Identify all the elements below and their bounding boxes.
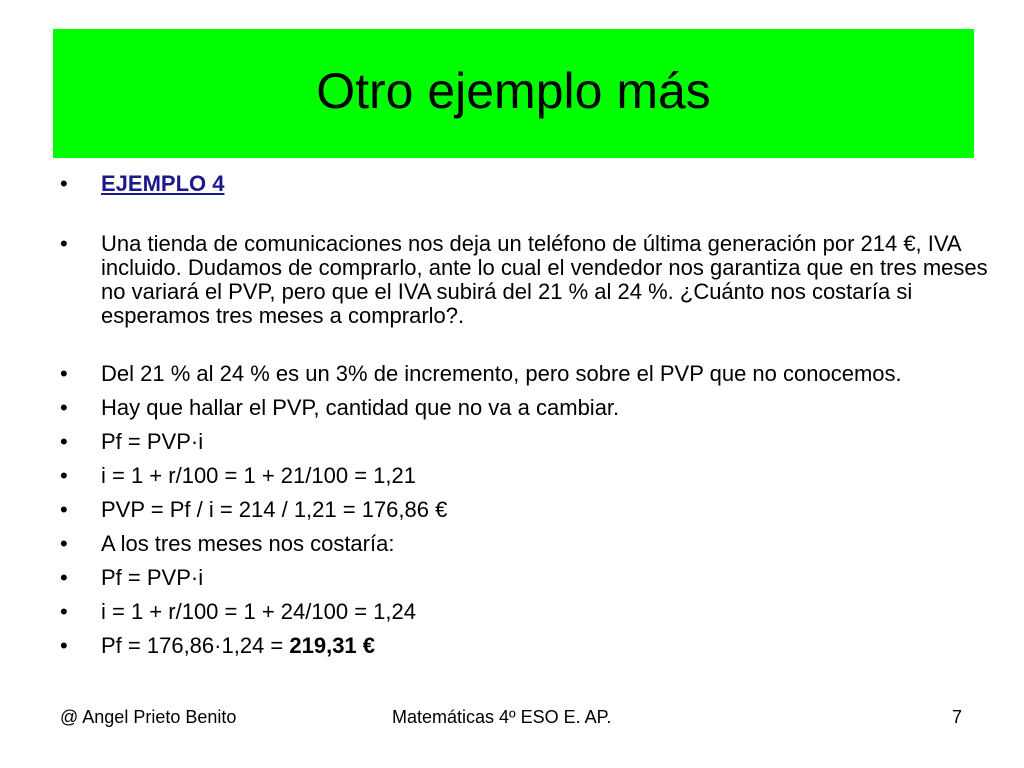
bullet-symbol: • — [60, 531, 68, 556]
list-item-text: A los tres meses nos costaría: — [101, 531, 395, 556]
problem-statement: Una tienda de comunicaciones nos deja un teléfono de última generación por 214 €, IVA incluido. Dudamos de comprarlo, ante lo cual el vendedor nos garantiza que en tres meses no variará el PVP, pero que el IVA subirá del 21 % al 24 %. ¿Cuánto nos costaría si esperamos tres meses a comprarlo?. — [101, 231, 988, 328]
formula-text: i = 1 + r/100 = 1 + 21/100 = 1,21 — [101, 463, 416, 488]
list-item — [60, 172, 990, 196]
formula-text: i = 1 + r/100 = 1 + 24/100 = 1,24 — [101, 599, 416, 624]
list-item — [60, 430, 990, 454]
formula-text: Pf = PVP·i — [101, 429, 204, 454]
final-result: 219,31 € — [289, 633, 376, 658]
list-item — [60, 532, 990, 556]
list-item — [60, 600, 990, 624]
bullet-symbol: • — [60, 395, 68, 420]
list-item-text: Hay que hallar el PVP, cantidad que no va a cambiar. — [101, 395, 620, 420]
formula-text: PVP = Pf / i = 214 / 1,21 = 176,86 € — [101, 497, 448, 522]
bullet-symbol: • — [60, 429, 68, 454]
list-item — [60, 464, 990, 488]
slide-title: Otro ejemplo más — [316, 62, 711, 119]
list-item-text: Del 21 % al 24 % es un 3% de incremento, pero sobre el PVP que no conocemos. — [101, 361, 902, 386]
list-item — [60, 362, 990, 386]
footer-page-number: 7 — [952, 707, 963, 727]
footer-course: Matemáticas 4º ESO E. AP. — [392, 707, 612, 727]
list-item — [60, 396, 990, 420]
bullet-symbol: • — [60, 171, 68, 196]
bullet-symbol: • — [60, 599, 68, 624]
footer-author: @ Angel Prieto Benito — [60, 707, 237, 727]
list-item — [60, 566, 990, 590]
title-banner — [53, 29, 974, 158]
formula-text: Pf = 176,86·1,24 = — [101, 633, 290, 658]
list-item — [60, 634, 990, 658]
example-heading: EJEMPLO 4 — [101, 171, 225, 196]
bullet-symbol: • — [60, 565, 68, 590]
list-item — [60, 232, 990, 328]
bullet-list — [60, 172, 990, 658]
formula-text: Pf = PVP·i — [101, 565, 204, 590]
list-item — [60, 498, 990, 522]
bullet-symbol: • — [60, 497, 68, 522]
bullet-symbol: • — [60, 463, 68, 488]
bullet-symbol: • — [60, 361, 68, 386]
bullet-symbol: • — [60, 633, 68, 658]
bullet-symbol: • — [60, 231, 68, 256]
